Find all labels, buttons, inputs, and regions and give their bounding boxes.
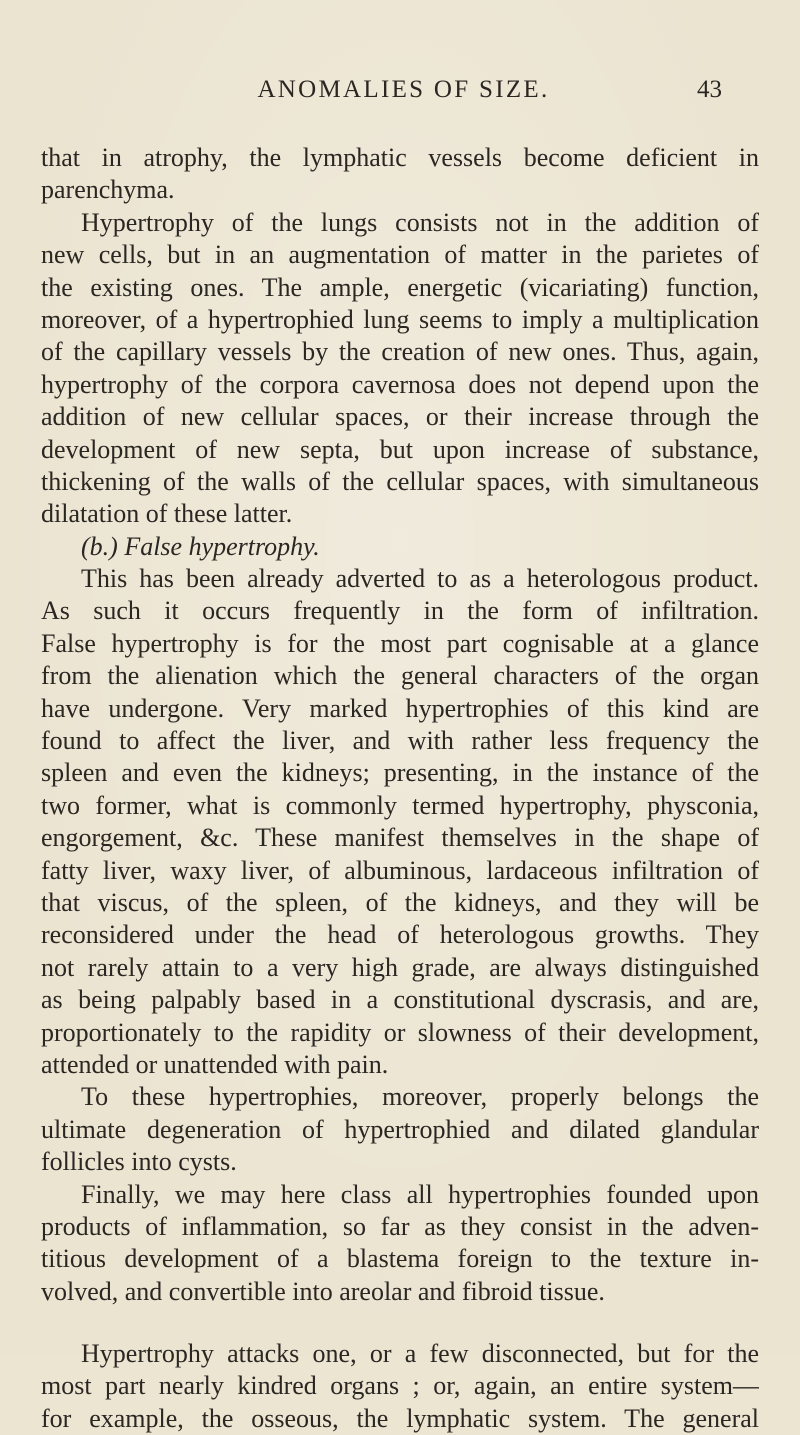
body-text [41, 142, 759, 1435]
text-line: Finally, we may here class all hypertrophies founded upon [81, 1179, 759, 1209]
text-line: Hypertrophy attacks one, or a few disconnected, but for the [81, 1339, 759, 1369]
text-line: reconsidered under the head of heterologous growths. They [41, 920, 759, 950]
text-line: fatty liver, waxy liver, of albuminous, lardaceous infiltration of [41, 855, 759, 885]
running-head [41, 68, 766, 108]
text-line: of the capillary vessels by the creation of new ones. Thus, again, [41, 337, 759, 367]
text-line: the existing ones. The ample, energetic (vicariating) function, [41, 272, 759, 302]
text-line: This has been already adverted to as a heterologous product. [81, 564, 759, 594]
text-line: Hypertrophy of the lungs consists not in the addition of [81, 207, 759, 237]
text-line: addition of new cellular spaces, or their increase through the [41, 402, 759, 432]
text-line: that viscus, of the spleen, of the kidneys, and they will be [41, 887, 759, 917]
text-line: titious development of a blastema foreign to the texture in- [41, 1244, 759, 1274]
section-subheading: (b.) False hypertrophy. [81, 531, 320, 561]
text-line: most part nearly kindred organs ; or, again, an entire system— [41, 1371, 759, 1401]
running-title: ANOMALIES OF SIZE. [257, 76, 550, 103]
text-line: have undergone. Very marked hypertrophies of this kind are [41, 693, 759, 723]
text-line: parenchyma. [41, 175, 175, 205]
text-line: As such it occurs frequently in the form of infiltration. [41, 596, 759, 626]
text-line: development of new septa, but upon increase of substance, [41, 434, 759, 464]
text-line: proportionately to the rapidity or slowness of their development, [41, 1017, 759, 1047]
text-line: spleen and even the kidneys; presenting, in the instance of the [41, 758, 759, 788]
text-line: thickening of the walls of the cellular spaces, with simultaneous [41, 466, 759, 496]
text-line: To these hypertrophies, moreover, properly belongs the [81, 1082, 759, 1112]
text-line: as being palpably based in a constitutional dyscrasis, and are, [41, 985, 759, 1015]
text-line: moreover, of a hypertrophied lung seems to imply a multiplication [41, 304, 759, 334]
text-line: volved, and convertible into areolar and fibroid tissue. [41, 1276, 605, 1306]
text-line: ultimate degeneration of hypertrophied and dilated glandular [41, 1114, 759, 1144]
text-line: for example, the osseous, the lymphatic system. The general [41, 1403, 759, 1433]
text-line: engorgement, &c. These manifest themselves in the shape of [41, 823, 759, 853]
text-line: False hypertrophy is for the most part cognisable at a glance [41, 628, 759, 658]
text-line: new cells, but in an augmentation of matter in the parietes of [41, 240, 759, 270]
text-line: not rarely attain to a very high grade, are always distinguished [41, 952, 759, 982]
text-line: from the alienation which the general characters of the organ [41, 661, 759, 691]
page-number: 43 [697, 76, 722, 103]
text-line: attended or unattended with pain. [41, 1049, 389, 1079]
text-line: follicles into cysts. [41, 1147, 237, 1177]
text-line: that in atrophy, the lymphatic vessels become deficient in [41, 143, 759, 172]
text-line: found to affect the liver, and with rather less frequency the [41, 726, 759, 756]
text-line: two former, what is commonly termed hypertrophy, physconia, [41, 790, 759, 820]
text-line: dilatation of these latter. [41, 499, 293, 529]
text-line: products of inflammation, so far as they consist in the adven- [41, 1211, 759, 1241]
text-line: hypertrophy of the corpora cavernosa does not depend upon the [41, 369, 759, 399]
